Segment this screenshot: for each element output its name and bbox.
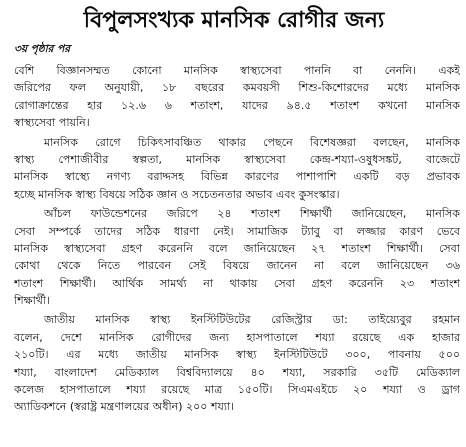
body-line: স্বাস্থ্য পেশাজীবীর স্বল্পতা, মানসিক স্বাস্থ্যসেবা কেন্দ্র-শয্যা-ওষুধসঙ্কট, বাজেটে [14, 152, 460, 166]
body-line: স্বাস্থ্যসেবা পায়নি। [14, 116, 90, 130]
body-line: শয্যা, বাংলাদেশ মেডিক্যাল বিশ্ববিদ্যালয়ে ৪০ শয্যা, সরকারি ৩৫টি মেডিক্যাল [14, 365, 460, 379]
body-line: শতাংশ শিক্ষার্থী। আর্থিক সামর্থ্য না থাকায় সেবা গ্রহণ করেননি ২৩ শতাংশ [14, 276, 460, 290]
body-line: মানসিক রোগে চিকিৎসাবঞ্চিত থাকার পেছনে বিশেষজ্ঞরা বলছেন, মানসিক [44, 135, 460, 149]
body-line: মানসিক স্বাস্থ্যসেবা গ্রহণ করেননি বলে জানিয়েছেন ২৭ শতাংশ শিক্ষার্থী। সেবা [14, 241, 460, 255]
article-headline: বিপুলসংখ্যক মানসিক রোগীর জন্য [83, 8, 385, 33]
body-line: মানসিক স্বাস্থ্যে নগণ্য বরাদ্দসহ বিভিন্ন কারণের পাশাপাশি একটি বড় প্রভাবক [14, 170, 460, 184]
body-line: ২১০টি। এর মধ্যে জাতীয় মানসিক স্বাস্থ্য ইনস্টিটিউটে ৩০০, পাবনায় ৫০০ [14, 348, 460, 362]
body-line: রোগাক্রান্তের হার ১২.৬ ৬ শতাংশ, যাদের ৯৪.৫ শতাংশ কখনো মানসিক [14, 98, 460, 112]
body-line: হচ্ছে মানসিক স্বাস্থ্য বিষয়ে সঠিক জ্ঞান ও সচেতনতার অভাব এবং কুসংস্কার। [14, 187, 340, 201]
body-line: অ্যাডিকশনে (স্বরাষ্ট্র মন্ত্রণালয়ের অধীন) ২০০ শয্যা। [14, 400, 235, 414]
body-line: শিক্ষার্থী। [14, 294, 50, 308]
body-line: কলেজ হাসপাতালে শয্যা রয়েছে মাত্র ১৫০টি। সিএমএইচে ২০ শয্যা ও ড্রাগ [14, 383, 460, 397]
body-line: জরিপের ফল অনুযায়ী, ১৮ বছরের কমবয়সী শিশু-কিশোরদের মধ্যে মানসিক [14, 81, 460, 95]
body-line: আঁচল ফাউন্ডেশনের জরিপে ২৪ শতাংশ শিক্ষার্থী জানিয়েছেন, মানসিক [44, 207, 460, 221]
body-line: জাতীয় মানসিক স্বাস্থ্য ইনস্টিটিউটের রেজিস্ট্রার ডা: তাইয়্যেবুর রহমান [44, 313, 460, 327]
continued-from-label: ৩য় পৃষ্ঠার পর [14, 43, 71, 55]
body-line: সেবা সম্পর্কে তাদের সঠিক ধারণা নেই। সামাজিক ট্যাবু বা লজ্জার কারণ ভেবে [14, 224, 460, 238]
body-line: কোথা থেকে নিতে পারবেন সেই বিষয়ে জানেন না বলে জানিয়েছেন ৩৬ [14, 259, 460, 273]
body-line: বলেন, দেশে মানসিক রোগীদের জন্য হাসপাতালে শয্যা রয়েছে এক হাজার [14, 330, 460, 344]
article-body [14, 62, 460, 416]
body-line: বেশি বিজ্ঞানসম্মত কোনো মানসিক স্বাস্থ্যসেবা পাননি বা নেননি। একই [14, 64, 460, 77]
